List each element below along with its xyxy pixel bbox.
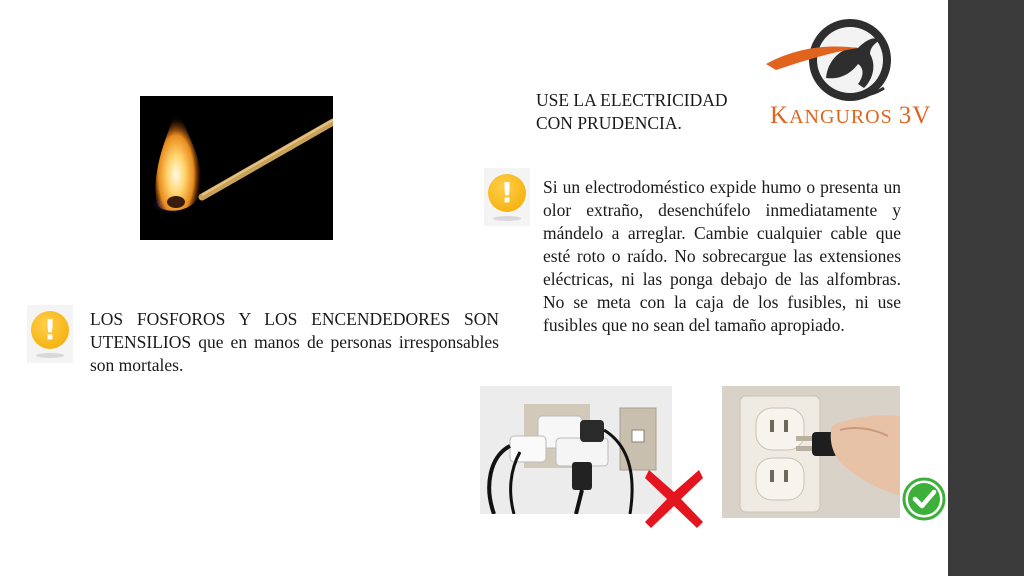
matches-warning-caps: LOS FOSFOROS Y LOS ENCENDEDORES SON UTENSILIOS <box>90 309 499 352</box>
logo-k: K <box>770 102 790 129</box>
alert-glyph: ! <box>43 313 57 346</box>
matches-warning-text <box>90 308 499 377</box>
electricity-advice-text: Si un electrodoméstico expide humo o presenta un olor extraño, desenchúfelo inmediatamente y mándelo a arreglar. Cambie cualquier cable que esté roto o raído. No sobrecargue las extensiones eléctricas, ni las ponga debajo de las alfombras. No se meta con la caja de los fusibles, ni use fusibles que no sean del tamaño apropiado. <box>543 177 901 335</box>
red-x-icon <box>641 466 707 532</box>
electricity-title: USE LA ELECTRICIDAD CON PRUDENCIA. <box>536 90 728 133</box>
green-check-icon <box>902 477 946 521</box>
alert-glyph: ! <box>500 176 514 209</box>
alert-icon-right <box>484 168 530 226</box>
alert-shadow <box>493 216 521 221</box>
burning-match-photo <box>140 96 333 240</box>
matches-warning-rest: que en manos de personas irresponsables son mortales. <box>90 332 499 375</box>
alert-icon-left <box>27 305 73 363</box>
logo-rest: ANGUROS <box>789 106 893 128</box>
dark-sidebar-strip <box>948 0 1024 576</box>
kanguros-logo <box>766 18 946 136</box>
logo-wordmark <box>770 102 931 130</box>
logo-suffix: 3V <box>898 102 932 129</box>
kangaroo-logo-icon <box>766 18 946 104</box>
alert-shadow <box>36 353 64 358</box>
single-plug-outlet-photo <box>722 386 900 518</box>
